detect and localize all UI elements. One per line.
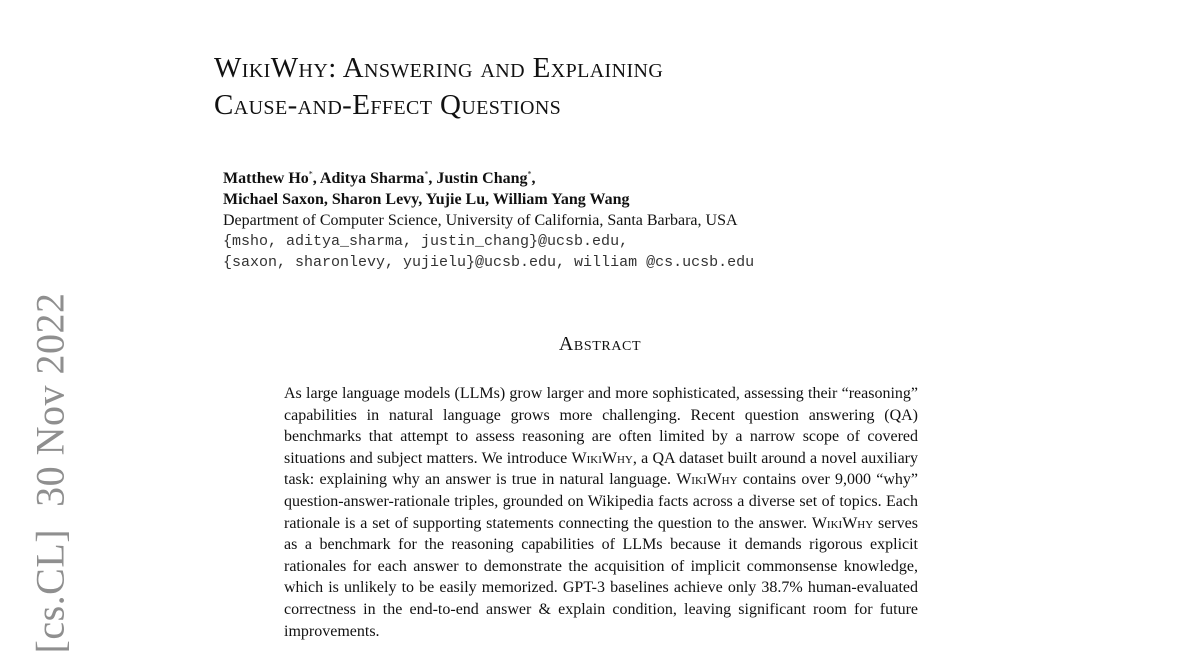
abstract-heading: Abstract [558,333,642,355]
dataset-name: WikiWhy [676,471,738,489]
abstract-body: As large language models (LLMs) grow larger and more sophisticated, assessing their “reasoning” capabilities in natural language grows more challenging. Recent question answering (QA) benchmarks that attempt to assess reasoning are often limited by a narrow scope of covered situations and subject matters. We introduce WikiWhy, a QA dataset built around a novel auxiliary task: explaining why an answer is true in natural language. WikiWhy contains over 9,000 “why” question-answer-rationale triples, grounded on Wikipedia facts across a diverse set of topics. Each rationale is a set of supporting statements connecting the question to the answer. WikiWhy serves as a benchmark for the reasoning capabilities of LLMs because it demands rigorous explicit rationales for each answer to demonstrate the acquisition of implicit commonsense knowledge, which is unlikely to be easily memorized. GPT-3 baselines achieve only 38.7% human-evaluated correctness in the end-to-end answer & explain condition, leaving significant room for future improvements. [284,385,919,640]
arxiv-category: [cs.CL] [27,528,73,653]
dataset-name: WikiWhy [811,514,874,532]
authors-line-1: Matthew Ho*, Aditya Sharma*, Justin Chang*, [223,169,536,187]
dataset-name: WikiWhy [571,449,633,467]
author-name: Matthew Ho [223,170,309,187]
paper-title-line-1: WikiWhy: Answering and Explaining [214,52,664,84]
author-block [223,168,754,273]
author-name: Justin Chang [436,170,528,187]
email-line-2: {saxon, sharonlevy, yujielu}@ucsb.edu, william @cs.ucsb.edu [223,254,755,271]
author-name: Aditya Sharma [319,170,425,187]
email-line-1: {msho, aditya_sharma, justin_chang}@ucsb.edu, [223,233,629,250]
authors-line-2: Michael Saxon, Sharon Levy, Yujie Lu, William Yang Wang [223,191,630,208]
equal-contribution-mark: * [308,169,313,179]
equal-contribution-mark: * [527,169,532,179]
paper-title [214,50,663,124]
equal-contribution-mark: * [424,169,429,179]
affiliation: Department of Computer Science, University of California, Santa Barbara, USA [223,212,738,229]
paper-title-line-2: Cause-and-Effect Questions [214,89,562,121]
arxiv-date: 30 Nov 2022 [27,292,73,507]
